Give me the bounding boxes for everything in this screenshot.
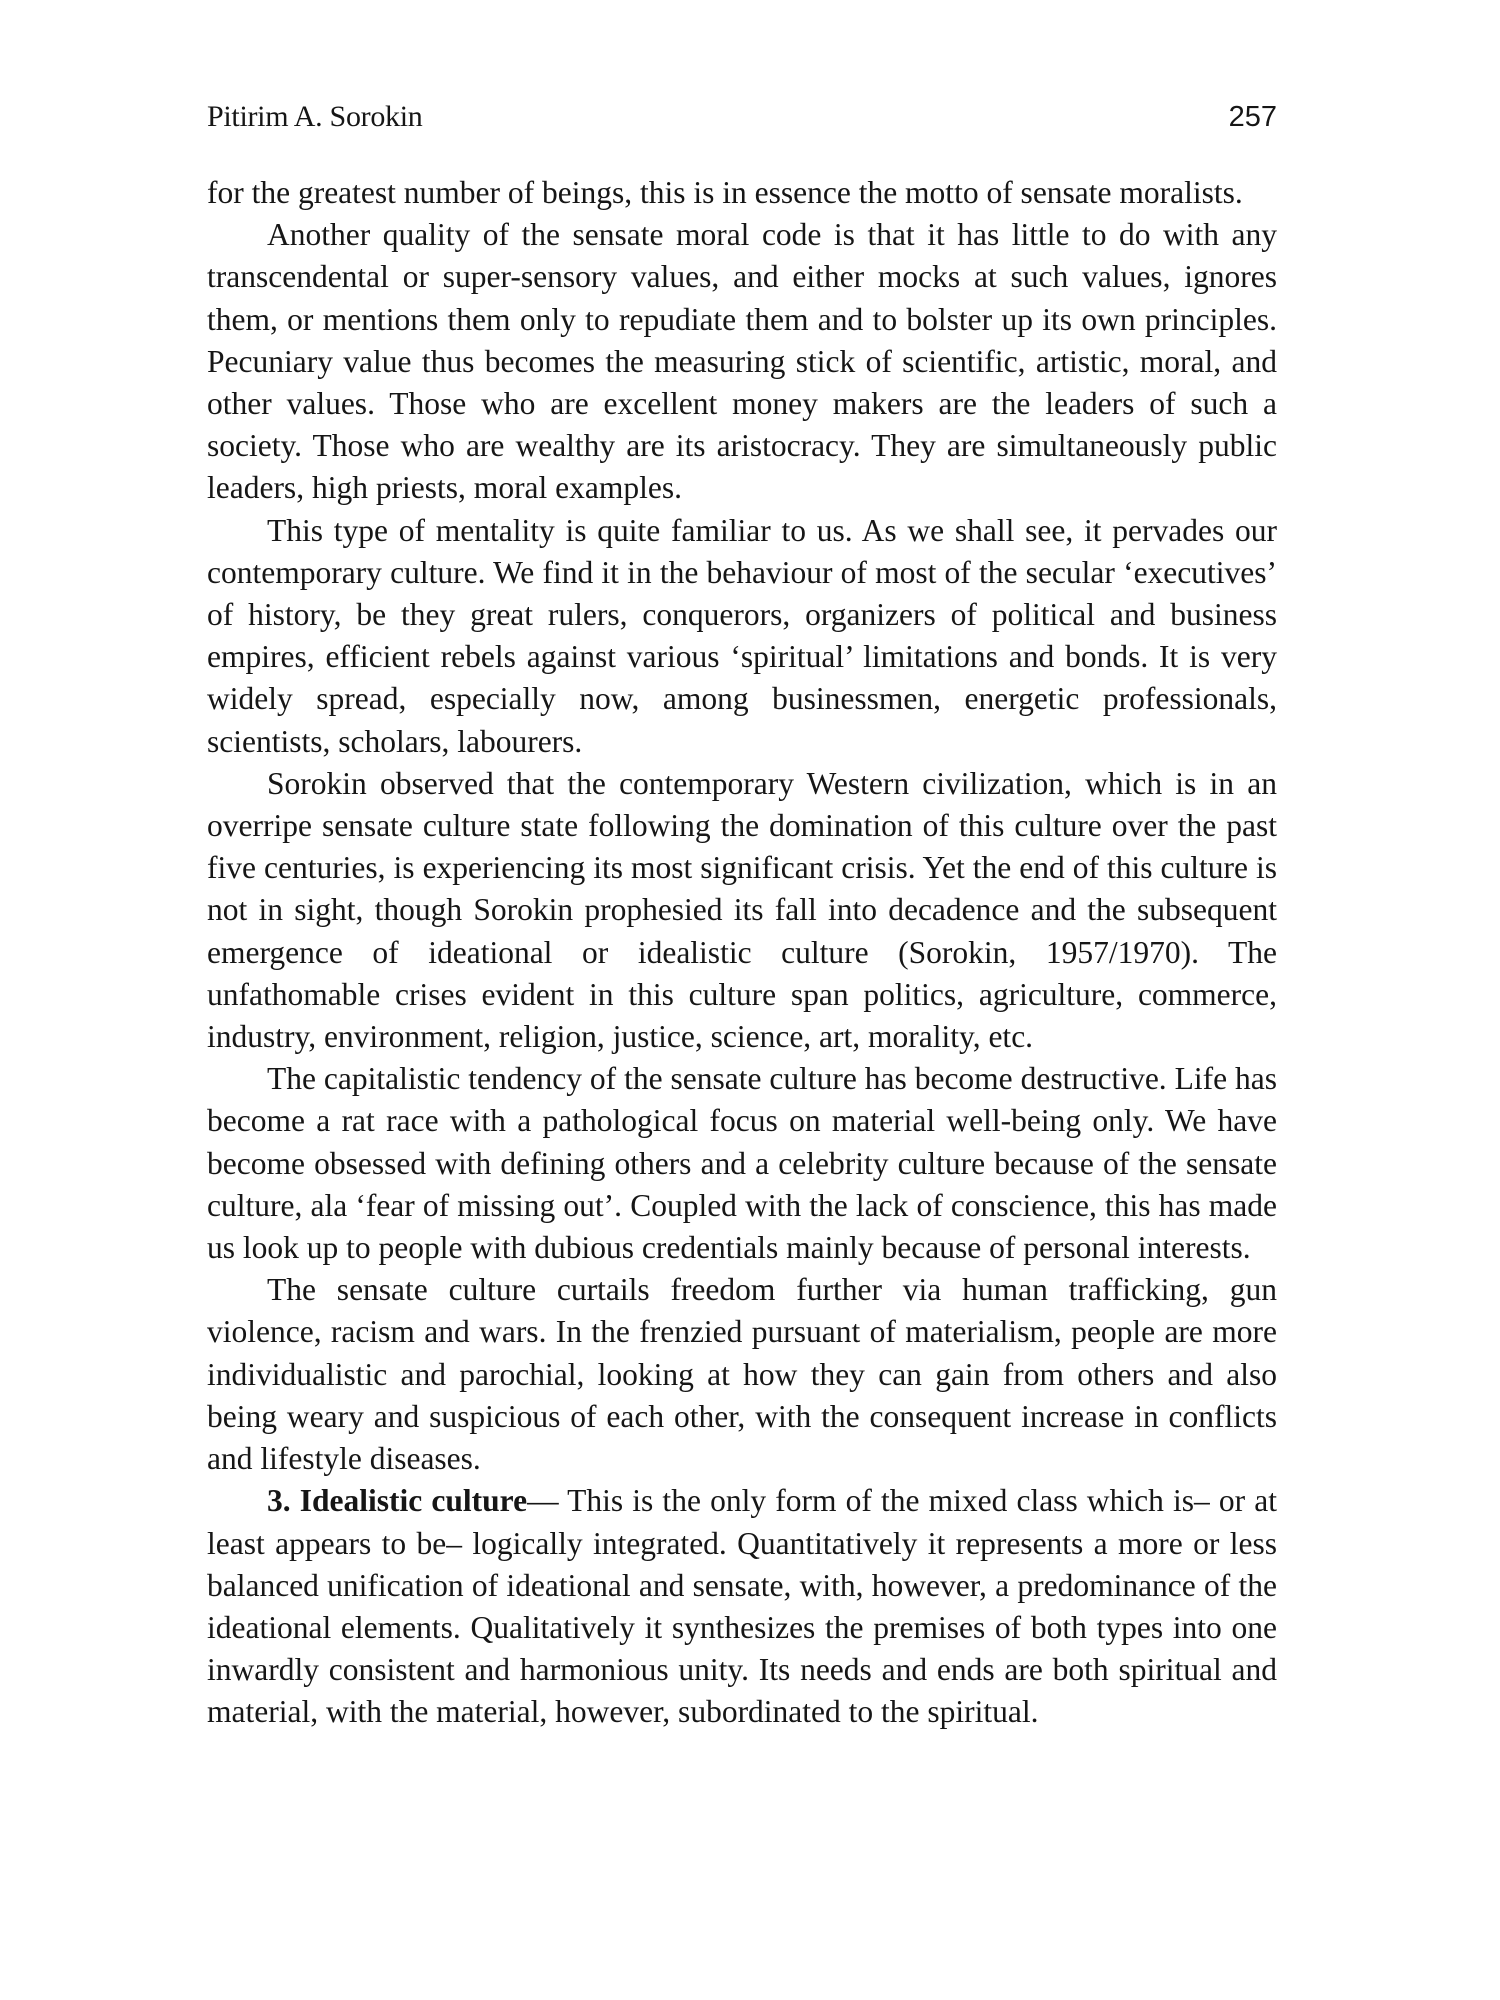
paragraph-2: Another quality of the sensate moral code is that it has little to do with any transcendental or super-sensory values, and either mocks at such values, ignores them, or mentions them only to repudiate them and to bolster up its own principles. Pecuniary value thus becomes the measuring stick of scientific, artistic, moral, and other values. Those who are excellent money makers are the leaders of such a society. Those who are wealthy are its aristocracy. They are simultaneously public leaders, high priests, moral examples. [207, 217, 1277, 506]
section-body: — This is the only form of the mixed class which is– or at least appears to be– logically integrated. Quantitatively it represents a more or less balanced unification of ideational and sensate, with, however, a predominance of the ideational elements. Qualitatively it synthesizes the premises of both types into one inwardly consistent and harmonious unity. Its needs and ends are both spiritual and material, with the material, however, subordinated to the spiritual. [207, 1483, 1277, 1730]
paragraph-3: This type of mentality is quite familiar to us. As we shall see, it pervades our contemporary culture. We find it in the behaviour of most of the secular ‘executives’ of history, be they great rulers, conquerors, organizers of political and business empires, efficient rebels against various ‘spiritual’ limitations and bonds. It is very widely spread, especially now, among businessmen, energetic professionals, scientists, scholars, labourers. [207, 512, 1277, 759]
paragraph-1: for the greatest number of beings, this is in essence the motto of sensate moralists. [207, 175, 1243, 210]
book-page [207, 100, 1277, 1734]
body-text [207, 172, 1277, 1734]
paragraph-4: Sorokin observed that the contemporary Western civilization, which is in an overripe sensate culture state following the domination of this culture over the past five centuries, is experiencing its most significant crisis. Yet the end of this culture is not in sight, though Sorokin prophesied its fall into decadence and the subsequent emergence of ideational or idealistic culture (Sorokin, 1957/1970). The unfathomable crises evident in this culture span politics, agriculture, commerce, industry, environment, religion, justice, science, art, morality, etc. [207, 765, 1277, 1055]
paragraph-5: The capitalistic tendency of the sensate culture has become destructive. Life has become a rat race with a pathological focus on material well-being only. We have become obsessed with defining others and a celebrity culture because of the sensate culture, ala ‘fear of missing out’. Coupled with the lack of conscience, this has made us look up to people with dubious credentials mainly because of personal interests. [207, 1061, 1277, 1266]
running-header [207, 100, 1277, 150]
section-paragraph [207, 1480, 1277, 1733]
page-number: 257 [1228, 101, 1277, 133]
section-heading: 3. Idealistic culture [267, 1483, 528, 1519]
paragraph-6: The sensate culture curtails freedom further via human trafficking, gun violence, racism and wars. In the frenzied pursuant of materialism, people are more individualistic and parochial, looking at how they can gain from others and also being weary and suspicious of each other, with the consequent increase in conflicts and lifestyle diseases. [207, 1272, 1277, 1477]
header-author: Pitirim A. Sorokin [207, 100, 423, 133]
